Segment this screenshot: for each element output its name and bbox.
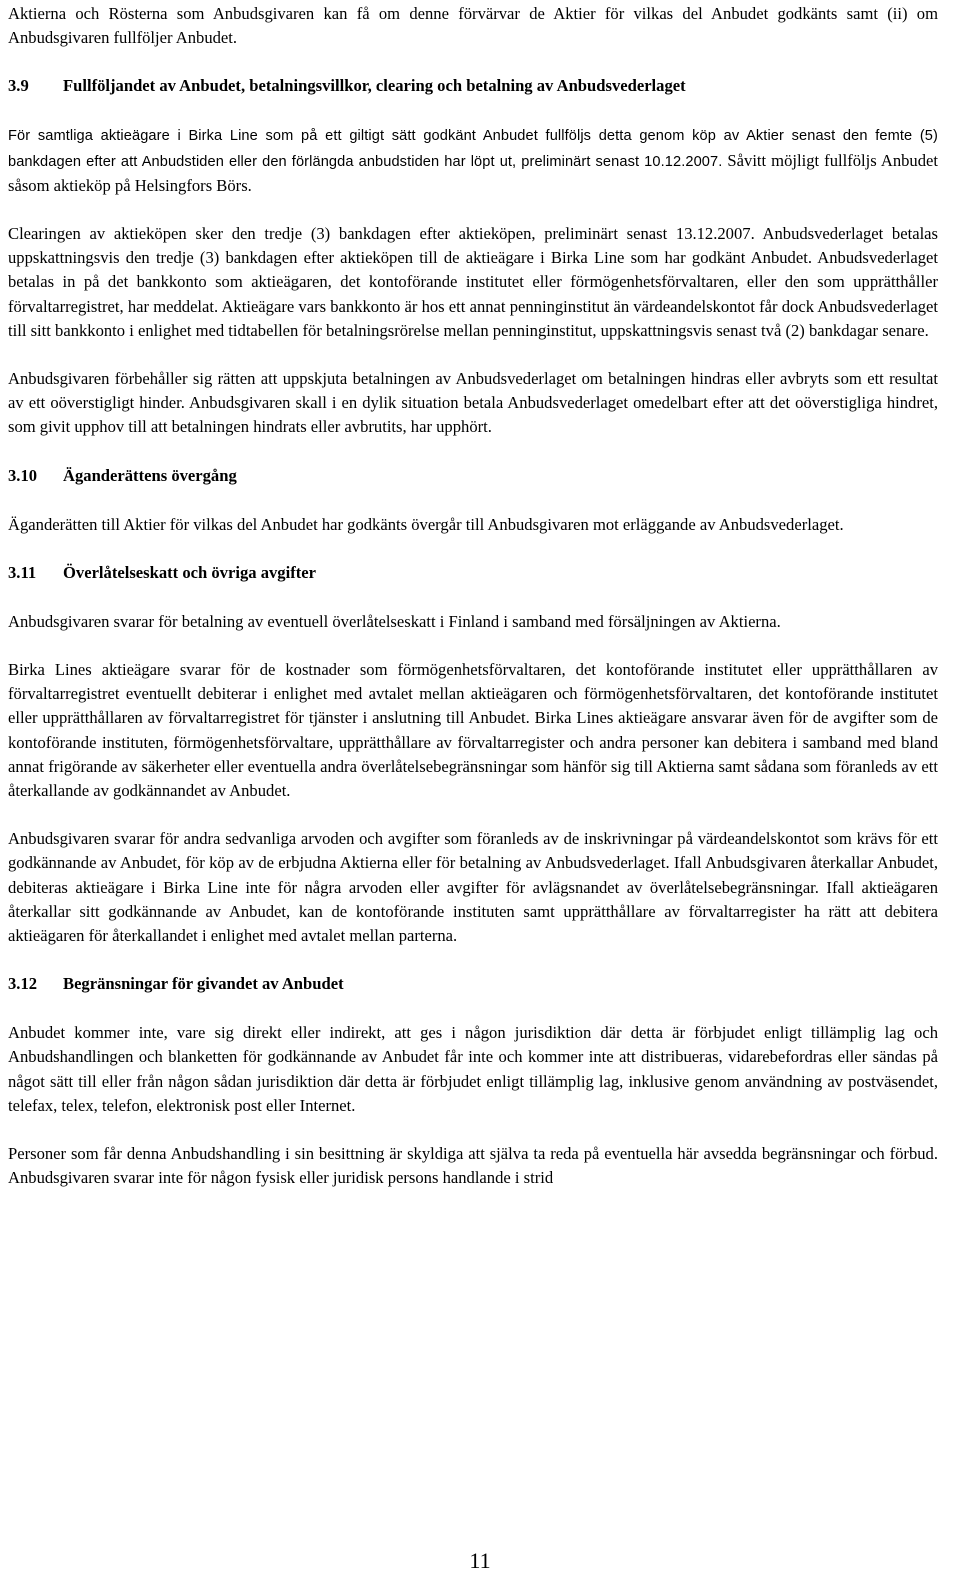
paragraph: Birka Lines aktieägare svarar för de kostnader som förmögenhetsförvaltaren, det kontoförande institutet eller upprätthållaren av förvaltarregistret eventuellt debiterar i enlighet med avtalet mellan aktieägaren och förmögenhetsförvaltaren, det kontoförande institutet eller upprätthållaren av förvaltarregistret för tjänster i anslutning till Anbudet. Birka Lines aktieägare ansvarar även för de avgifter som de kontoförande instituten, förmögenhetsförvaltare, upprätthållare av förvaltarregister och andra personer kan debitera i samband med bland annat frigörande av säkerheter eller eventuella andra överlåtelsebegränsningar som hänför sig till Aktierna samt sådana som föranleds av ett återkallande av godkännandet av Anbudet. [8, 660, 938, 801]
paragraph-continued: Aktierna och Rösterna som Anbudsgivaren kan få om denne förvärvar de Aktier för vilkas del Anbudet godkänts samt (ii) om Anbudsgivaren fullföljer Anbudet. [8, 4, 938, 48]
paragraph: Anbudet kommer inte, vare sig direkt eller indirekt, att ges i någon jurisdiktion där detta är förbjudet enligt tillämplig lag och Anbudshandlingen och blanketten för godkännande av Anbudet får inte och kommer inte att distribueras, vidarebefordras eller sändas på något sätt till eller från någon sådan jurisdiktion där detta är förbjudet enligt tillämplig lag, inklusive genom användning av postväsendet, telefax, telex, telefon, elektronisk post eller Internet. [8, 1023, 938, 1115]
section-number: 3.11 [8, 562, 37, 582]
section-title: Överlåtelseskatt och övriga avgifter [63, 562, 316, 582]
section-title: Begränsningar för givandet av Anbudet [63, 974, 344, 994]
document-body [8, 2, 938, 1215]
paragraph-sans-text: För samtliga aktieägare i Birka Line som på ett giltigt sätt godkänt Anbudet fullföljs detta genom köp av Aktier senast den femte (5) bankdagen efter att Anbudstiden eller den förlängda anbudstiden har löpt ut, preliminärt senast 10.12.2007. [8, 128, 938, 170]
section-heading-3-12 [8, 972, 938, 996]
paragraph: Anbudsgivaren svarar för betalning av eventuell överlåtelseskatt i Finland i samband med försäljningen av Aktierna. [8, 611, 781, 631]
paragraph: Personer som får denna Anbudshandling i sin besittning är skyldiga att själva ta reda på eventuella här avsedda begränsningar och förbud. Anbudsgivaren svarar inte för någon fysisk eller juridisk persons handlande i strid [8, 1144, 938, 1188]
section-heading-3-11 [8, 561, 938, 585]
section-title: Äganderättens övergång [63, 465, 237, 485]
paragraph [8, 123, 938, 198]
section-number: 3.9 [8, 76, 29, 96]
paragraph: Anbudsgivaren svarar för andra sedvanliga arvoden och avgifter som föranleds av de inskrivningar på värdeandelskontot som krävs för ett godkännande av Anbudet, för köp av de erbjudna Aktierna eller för betalning av Anbudsvederlaget. Ifall Anbudsgivaren återkallar Anbudet, debiteras aktieägare i Birka Line inte för några arvoden eller avgifter för avlägsnandet av överlåtelsebegränsningar. Ifall aktieägaren återkallar sitt godkännande av Anbudet, kan de kontoförande instituten samt upprätthållare av förvaltarregister ha rätt att debitera aktieägaren för återkallandet i enlighet med avtalet mellan parterna. [8, 829, 938, 946]
section-number: 3.10 [8, 465, 38, 485]
section-heading-3-10 [8, 464, 938, 488]
section-title: Fullföljandet av Anbudet, betalningsvillkor, clearing och betalning av Anbudsvederlaget [63, 76, 686, 96]
page-number: 11 [469, 1548, 491, 1573]
paragraph: Clearingen av aktieköpen sker den tredje (3) bankdagen efter aktieköpen, preliminärt senast 13.12.2007. Anbudsvederlaget betalas uppskattningsvis den tredje (3) bankdagen efter aktieköpen till de aktieägare i Birka Line som har godkänt Anbudet. Anbudsvederlaget betalas in på det bankkonto som aktieägaren, det kontoförande institutet eller förmögenhetsförvaltaren, eller den som upprätthåller förvaltarregistret, har meddelat. Aktieägare vars bankkonto är hos ett annat penninginstitut än värdeandelskontot får dock Anbudsvederlaget till sitt bankkonto i enlighet med tidtabellen för betalningsrörelse mellan penninginstitut, uppskattningsvis senast två (2) bankdagar senare. [8, 224, 938, 340]
paragraph-serif-text: Såvitt möjligt fullföljs Anbudet såsom aktieköp på Helsingfors Börs. [8, 150, 938, 195]
section-number: 3.12 [8, 974, 38, 994]
paragraph: Äganderätten till Aktier för vilkas del Anbudet har godkänts övergår till Anbudsgivaren mot erläggande av Anbudsvederlaget. [8, 514, 844, 534]
section-heading-3-9 [8, 74, 938, 98]
paragraph: Anbudsgivaren förbehåller sig rätten att uppskjuta betalningen av Anbudsvederlaget om betalningen hindras eller avbryts som ett resultat av ett oöverstigligt hinder. Anbudsgivaren skall i en dylik situation betala Anbudsvederlaget omedelbart efter att det oöverstigliga hindret, som givit upphov till att betalningen hindrats eller avbrutits, har upphört. [8, 369, 938, 437]
